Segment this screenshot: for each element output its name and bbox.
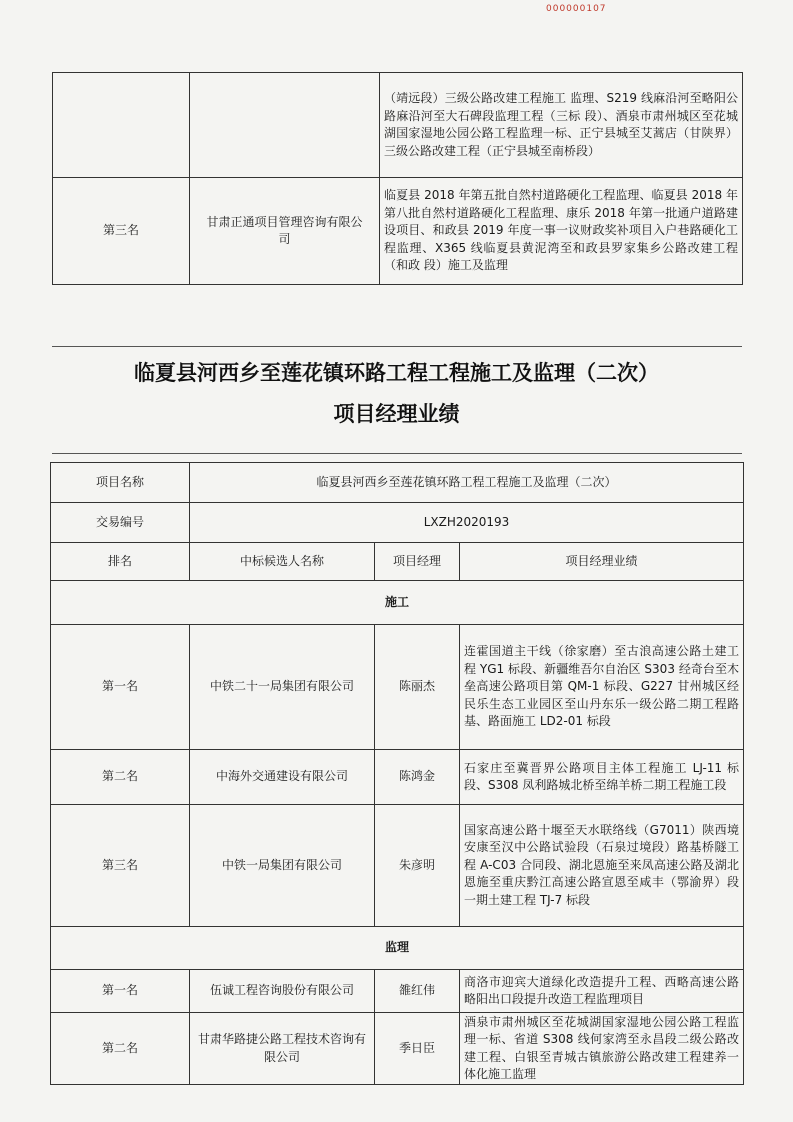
- rank-cell: [53, 73, 190, 178]
- rank-cell: 第二名: [51, 750, 190, 805]
- company-cell: 中铁一局集团有限公司: [190, 805, 375, 927]
- achievements-cell: 国家高速公路十堰至天水联络线（G7011）陕西境安康至汉中公路试验段（石泉过境段）路基桥隧工程 A-C03 合同段、湖北恩施至来凤高速公路及湖北恩施至重庆黔江高速公路宣恩至咸丰（鄂渝界）段一期土建工程 TJ-7 标段: [460, 805, 744, 927]
- header-rank: 排名: [51, 543, 190, 581]
- rank-cell: 第一名: [51, 970, 190, 1013]
- header-manager: 项目经理: [375, 543, 460, 581]
- header-company: 中标候选人名称: [190, 543, 375, 581]
- divider: [52, 453, 742, 454]
- trade-no-value: LXZH2020193: [190, 503, 744, 543]
- company-cell: [190, 73, 380, 178]
- table-row: [51, 970, 744, 1013]
- performance-table: [50, 462, 744, 1085]
- table-row: [51, 805, 744, 927]
- table-row: [51, 1013, 744, 1085]
- section-row-supervision: [51, 927, 744, 970]
- rank-cell: 第三名: [53, 178, 190, 285]
- rank-cell: 第三名: [51, 805, 190, 927]
- trade-no-row: [51, 503, 744, 543]
- table-row: [51, 750, 744, 805]
- achievements-cell: 临夏县 2018 年第五批自然村道路硬化工程监理、临夏县 2018 年第八批自然村道路硬化工程监理、康乐 2018 年第一批通户道路建设项目、和政县 2019 年度一事一议财政奖补项目入户巷路硬化工 程监理、X365 线临夏县黄泥湾至和政县罗家集乡公路改建工程（和政 段）施工及监理: [380, 178, 743, 285]
- achievements-cell: 连霍国道主干线（徐家磨）至古浪高速公路土建工程 YG1 标段、新疆维吾尔自治区 S303 经奇台至木垒高速公路项目第 QM-1 标段、G227 甘州城区经民乐生态工业园区至山丹东乐一级公路二期工程路基、路面施工 LD2-01 标段: [460, 625, 744, 750]
- section-label: 监理: [51, 927, 744, 970]
- trade-no-label: 交易编号: [51, 503, 190, 543]
- project-name-value: 临夏县河西乡至莲花镇环路工程工程施工及监理（二次）: [190, 463, 744, 503]
- achievements-cell: 石家庄至冀晋界公路项目主体工程施工 LJ-11 标段、S308 凤利路城北桥至绵羊桥二期工程施工段: [460, 750, 744, 805]
- page-number: 000000107: [546, 4, 607, 14]
- manager-cell: 雒红伟: [375, 970, 460, 1013]
- manager-cell: 陈鸿金: [375, 750, 460, 805]
- previous-table: [52, 72, 743, 285]
- manager-cell: 陈丽杰: [375, 625, 460, 750]
- divider: [52, 346, 742, 347]
- rank-cell: 第一名: [51, 625, 190, 750]
- header-row: [51, 543, 744, 581]
- achievements-cell: 酒泉市肃州城区至花城湖国家湿地公园公路工程监理一标、省道 S308 线何家湾至永昌段二级公路改建工程、白银至青城古镇旅游公路改建工程建养一体化施工监理: [460, 1013, 744, 1085]
- table-row: [51, 625, 744, 750]
- page-title: 临夏县河西乡至莲花镇环路工程工程施工及监理（二次）: [134, 360, 659, 385]
- page-subtitle: 项目经理业绩: [333, 401, 460, 426]
- manager-cell: 朱彦明: [375, 805, 460, 927]
- project-name-label: 项目名称: [51, 463, 190, 503]
- header-achievements: 项目经理业绩: [460, 543, 744, 581]
- project-name-row: [51, 463, 744, 503]
- company-cell: 伍诚工程咨询股份有限公司: [190, 970, 375, 1013]
- table-row: [53, 178, 743, 285]
- company-cell: 甘肃华路捷公路工程技术咨询有限公司: [190, 1013, 375, 1085]
- section-row-construction: [51, 581, 744, 625]
- achievements-cell: （靖远段）三级公路改建工程施工 监理、S219 线麻沿河至略阳公路麻沿河至大石碑段监理工程（三标 段）、酒泉市肃州城区至花城湖国家湿地公园公路工程监理一标、正宁县城至艾蒿店（甘陕界）三级公路改建工程（正宁县城至南桥段）: [380, 73, 743, 178]
- rank-cell: 第二名: [51, 1013, 190, 1085]
- table-row: [53, 73, 743, 178]
- section-label: 施工: [51, 581, 744, 625]
- company-cell: 中海外交通建设有限公司: [190, 750, 375, 805]
- company-cell: 中铁二十一局集团有限公司: [190, 625, 375, 750]
- manager-cell: 季日臣: [375, 1013, 460, 1085]
- achievements-cell: 商洛市迎宾大道绿化改造提升工程、西略高速公路略阳出口段提升改造工程监理项目: [460, 970, 744, 1013]
- company-cell: 甘肃正通项目管理咨询有限公司: [190, 178, 380, 285]
